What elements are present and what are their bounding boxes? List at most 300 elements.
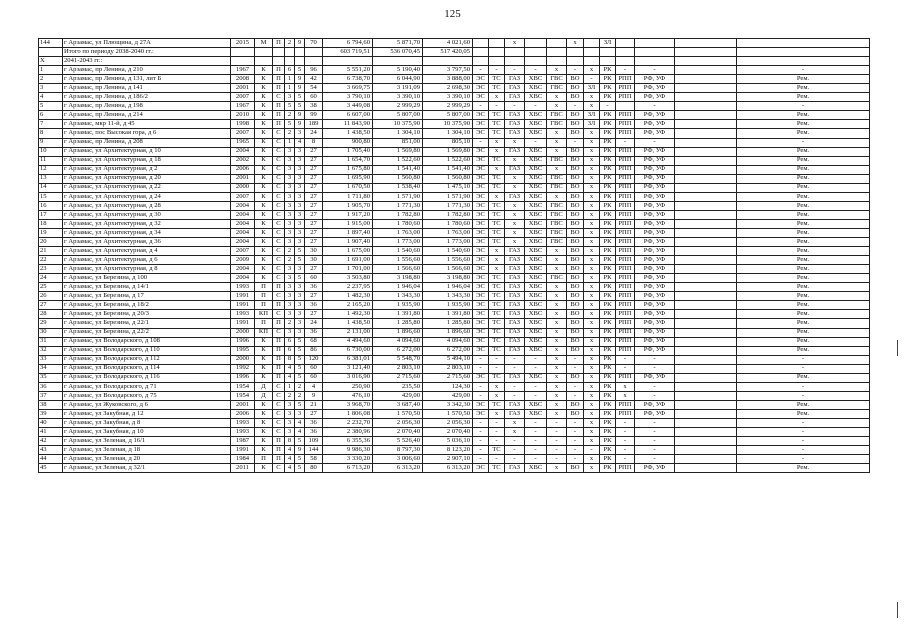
cell-entrances: 6 bbox=[285, 337, 295, 346]
cell-living-area: 2 999,29 bbox=[373, 102, 423, 111]
cell-series: С bbox=[273, 464, 285, 473]
cell-floors: 3 bbox=[295, 174, 305, 183]
cell-facade: РФ, УФ bbox=[635, 120, 675, 129]
cell-electric: ЭС bbox=[473, 265, 489, 274]
cell-empty bbox=[675, 455, 737, 464]
cell-gas: х bbox=[505, 238, 525, 247]
cell-wall-material: К bbox=[255, 228, 273, 237]
table-row bbox=[39, 120, 870, 129]
cell-address: г Арзамас, пр Ленина, д 214 bbox=[63, 111, 231, 120]
cell-floors: 3 bbox=[295, 409, 305, 418]
cell-electric: ЭС bbox=[473, 228, 489, 237]
cell-electric: - bbox=[473, 355, 489, 364]
cell-row-number: Х bbox=[39, 57, 63, 66]
cell-row-number: 30 bbox=[39, 328, 63, 337]
cell-build-year: 2001 bbox=[231, 400, 255, 409]
cell-facade: РФ, УФ bbox=[635, 464, 675, 473]
cell-wall-material: К bbox=[255, 256, 273, 265]
cell-garbage-chute: х bbox=[584, 328, 600, 337]
cell-apartments: 27 bbox=[305, 165, 323, 174]
cell-apartments: 27 bbox=[305, 265, 323, 274]
cell-total-area: 6 738,70 bbox=[323, 75, 373, 84]
table-row bbox=[39, 283, 870, 292]
cell-residential-area: 1 540,60 bbox=[423, 247, 473, 256]
cell-living-area: 5 526,40 bbox=[373, 437, 423, 446]
cell-roof: РК bbox=[600, 183, 616, 192]
cell-cold-water: ХВС bbox=[525, 93, 547, 102]
cell-basement bbox=[616, 102, 635, 111]
cell-apartments: 27 bbox=[305, 310, 323, 319]
cell-roof: РК bbox=[600, 373, 616, 382]
cell-build-year: 1984 bbox=[231, 455, 255, 464]
cell-address: г Арзамас, ул Архитектурная, д 18 bbox=[63, 156, 231, 165]
cell-living-area: 1 538,40 bbox=[373, 183, 423, 192]
cell-heat: ТС bbox=[489, 328, 505, 337]
cell-empty bbox=[675, 192, 737, 201]
cell-facade: РФ, УФ bbox=[635, 174, 675, 183]
cell-gas: х bbox=[505, 156, 525, 165]
cell-drainage: ВО bbox=[567, 201, 584, 210]
cell-apartments: 80 bbox=[305, 464, 323, 473]
cell-entrances: 3 bbox=[285, 210, 295, 219]
cell-living-area: 1 773,00 bbox=[373, 238, 423, 247]
cell-living-area: 1 391,80 bbox=[373, 310, 423, 319]
cell-series: П bbox=[273, 301, 285, 310]
cell-row-number: 18 bbox=[39, 219, 63, 228]
cell-living-area: 3 687,40 bbox=[373, 400, 423, 409]
cell-apartments: 27 bbox=[305, 409, 323, 418]
cell-garbage-chute: х bbox=[584, 428, 600, 437]
cell-drainage: ВО bbox=[567, 165, 584, 174]
cell-heat: ТС bbox=[489, 201, 505, 210]
cell-garbage-chute: х bbox=[584, 174, 600, 183]
cell-roof: РК bbox=[600, 165, 616, 174]
cell-heat bbox=[489, 57, 505, 66]
cell-living-area: 6 272,00 bbox=[373, 346, 423, 355]
cell-address: г Арзамас, ул Зеленая, д 16/1 bbox=[63, 437, 231, 446]
cell-entrances: 4 bbox=[285, 446, 295, 455]
cell-total-area: 1 675,00 bbox=[323, 247, 373, 256]
cell-address: г Арзамас, ул Архитектурная, д 22 bbox=[63, 183, 231, 192]
cell-roof: РК bbox=[600, 147, 616, 156]
cell-series: П bbox=[273, 75, 285, 84]
cell-empty bbox=[675, 129, 737, 138]
cell-address: г Арзамас, пр Ленина, д 186/2 bbox=[63, 93, 231, 102]
cell-floors bbox=[295, 48, 305, 57]
cell-empty bbox=[675, 283, 737, 292]
cell-garbage-chute: х bbox=[584, 346, 600, 355]
cell-roof: РК bbox=[600, 247, 616, 256]
cell-wall-material: К bbox=[255, 274, 273, 283]
cell-apartments: 54 bbox=[305, 84, 323, 93]
cell-electric: ЭС bbox=[473, 328, 489, 337]
cell-garbage-chute: х bbox=[584, 437, 600, 446]
cell-cold-water: ХВС bbox=[525, 265, 547, 274]
cell-gas: ГАЗ bbox=[505, 84, 525, 93]
cell-repair: Рем. bbox=[737, 464, 870, 473]
cell-wall-material: К bbox=[255, 446, 273, 455]
cell-electric: - bbox=[473, 418, 489, 427]
cell-residential-area: 805,10 bbox=[423, 138, 473, 147]
cell-series: П bbox=[273, 111, 285, 120]
cell-entrances: 2 bbox=[285, 129, 295, 138]
cell-roof: РК bbox=[600, 265, 616, 274]
cell-electric: ЭС bbox=[473, 373, 489, 382]
cell-floors: 3 bbox=[295, 238, 305, 247]
table-row bbox=[39, 455, 870, 464]
cell-floors: 3 bbox=[295, 201, 305, 210]
cell-repair: Рем. bbox=[737, 319, 870, 328]
cell-cold-water: - bbox=[525, 446, 547, 455]
cell-repair: Рем. bbox=[737, 373, 870, 382]
cell-electric: - bbox=[473, 391, 489, 400]
cell-empty bbox=[675, 102, 737, 111]
cell-gas: х bbox=[505, 201, 525, 210]
cell-floors: 3 bbox=[295, 129, 305, 138]
cell-empty bbox=[675, 274, 737, 283]
table-row bbox=[39, 292, 870, 301]
cell-wall-material: К bbox=[255, 337, 273, 346]
cell-garbage-chute: х bbox=[584, 355, 600, 364]
cell-residential-area: 5 494,10 bbox=[423, 355, 473, 364]
cell-living-area bbox=[373, 57, 423, 66]
cell-heat: - bbox=[489, 102, 505, 111]
cell-heat: ТС bbox=[489, 183, 505, 192]
cell-apartments: 109 bbox=[305, 437, 323, 446]
cell-floors: 5 bbox=[295, 337, 305, 346]
cell-gas: ГАЗ bbox=[505, 129, 525, 138]
cell-apartments: 27 bbox=[305, 228, 323, 237]
cell-basement: РПП bbox=[616, 156, 635, 165]
cell-empty bbox=[675, 409, 737, 418]
cell-build-year: 1967 bbox=[231, 102, 255, 111]
cell-cold-water: ХВС bbox=[525, 247, 547, 256]
cell-facade: - bbox=[635, 66, 675, 75]
cell-hot-water: - bbox=[547, 428, 567, 437]
cell-hot-water: ГВС bbox=[547, 174, 567, 183]
cell-hot-water: ГВС bbox=[547, 75, 567, 84]
cell-basement: - bbox=[616, 355, 635, 364]
cell-roof: РК bbox=[600, 238, 616, 247]
cell-wall-material: П bbox=[255, 319, 273, 328]
cell-gas: ГАЗ bbox=[505, 319, 525, 328]
cell-floors: 5 bbox=[295, 274, 305, 283]
cell-gas: х bbox=[505, 219, 525, 228]
cell-repair: Рем. bbox=[737, 265, 870, 274]
cell-address: г Арзамас, ул Володарского, д 112 bbox=[63, 355, 231, 364]
table-row bbox=[39, 247, 870, 256]
cell-garbage-chute: х bbox=[584, 201, 600, 210]
cell-garbage-chute: х bbox=[584, 464, 600, 473]
cell-cold-water: ХВС bbox=[525, 346, 547, 355]
cell-drainage: ВО bbox=[567, 283, 584, 292]
cell-entrances: 3 bbox=[285, 238, 295, 247]
cell-roof: РК bbox=[600, 464, 616, 473]
cell-repair: Рем. bbox=[737, 219, 870, 228]
cell-electric: - bbox=[473, 437, 489, 446]
cell-build-year: 2004 bbox=[231, 228, 255, 237]
cell-build-year: 1992 bbox=[231, 364, 255, 373]
cell-living-area: 851,00 bbox=[373, 138, 423, 147]
cell-basement: РПП bbox=[616, 310, 635, 319]
cell-cold-water: - bbox=[525, 66, 547, 75]
cell-series: С bbox=[273, 247, 285, 256]
cell-row-number: 5 bbox=[39, 102, 63, 111]
cell-build-year: 1993 bbox=[231, 418, 255, 427]
cell-address: г Арзамас, пос Высокая гора, д 6 bbox=[63, 129, 231, 138]
cell-total-area: 1 695,90 bbox=[323, 174, 373, 183]
cell-drainage: ВО bbox=[567, 210, 584, 219]
cell-repair: Рем. bbox=[737, 283, 870, 292]
cell-series: П bbox=[273, 337, 285, 346]
cell-garbage-chute: х bbox=[584, 156, 600, 165]
cell-cold-water: - bbox=[525, 437, 547, 446]
cell-living-area: 1 566,60 bbox=[373, 265, 423, 274]
cell-row-number: 22 bbox=[39, 256, 63, 265]
cell-basement: РПП bbox=[616, 409, 635, 418]
cell-entrances: 5 bbox=[285, 120, 295, 129]
cell-facade: РФ, УФ bbox=[635, 283, 675, 292]
cell-series: С bbox=[273, 382, 285, 391]
cell-roof: РК bbox=[600, 75, 616, 84]
cell-basement: РПП bbox=[616, 75, 635, 84]
cell-hot-water: х bbox=[547, 400, 567, 409]
cell-living-area: 1 782,80 bbox=[373, 210, 423, 219]
cell-total-area: 1 670,50 bbox=[323, 183, 373, 192]
cell-wall-material: К bbox=[255, 75, 273, 84]
cell-entrances: 3 bbox=[285, 219, 295, 228]
cell-cold-water: ХВС bbox=[525, 283, 547, 292]
cell-repair: - bbox=[737, 102, 870, 111]
cell-build-year: 2007 bbox=[231, 192, 255, 201]
cell-living-area: 1 946,04 bbox=[373, 283, 423, 292]
table-row bbox=[39, 210, 870, 219]
cell-residential-area: 3 888,00 bbox=[423, 75, 473, 84]
cell-gas: - bbox=[505, 382, 525, 391]
cell-repair: - bbox=[737, 138, 870, 147]
cell-row-number: 27 bbox=[39, 301, 63, 310]
cell-apartments: 60 bbox=[305, 93, 323, 102]
cell-living-area: 235,50 bbox=[373, 382, 423, 391]
cell-total-area: 1 701,00 bbox=[323, 265, 373, 274]
cell-wall-material: П bbox=[255, 455, 273, 464]
cell-wall-material: К bbox=[255, 409, 273, 418]
cell-garbage-chute: х bbox=[584, 319, 600, 328]
cell-garbage-chute: х bbox=[584, 247, 600, 256]
cell-basement: РПП bbox=[616, 192, 635, 201]
cell-apartments: 36 bbox=[305, 301, 323, 310]
cell-apartments: 27 bbox=[305, 192, 323, 201]
cell-facade: РФ, УФ bbox=[635, 409, 675, 418]
table-row bbox=[39, 310, 870, 319]
cell-hot-water: - bbox=[547, 455, 567, 464]
cell-cold-water: ХВС bbox=[525, 328, 547, 337]
cell-empty bbox=[675, 292, 737, 301]
cell-floors: 3 bbox=[295, 219, 305, 228]
cell-residential-area: 1 771,30 bbox=[423, 201, 473, 210]
cell-total-area bbox=[323, 57, 373, 66]
cell-hot-water: х bbox=[547, 310, 567, 319]
cell-garbage-chute bbox=[584, 39, 600, 48]
cell-electric: ЭС bbox=[473, 238, 489, 247]
cell-facade: РФ, УФ bbox=[635, 192, 675, 201]
cell-hot-water: х bbox=[547, 265, 567, 274]
cell-basement: РПП bbox=[616, 346, 635, 355]
cell-repair: Рем. bbox=[737, 93, 870, 102]
cell-hot-water: ГВС bbox=[547, 274, 567, 283]
cell-residential-area: 6 313,20 bbox=[423, 464, 473, 473]
cell-drainage: х bbox=[567, 39, 584, 48]
cell-address: г Арзамас, ул Архитектурная, д 34 bbox=[63, 228, 231, 237]
cell-basement: РПП bbox=[616, 201, 635, 210]
cell-garbage-chute: х bbox=[584, 373, 600, 382]
cell-cold-water: - bbox=[525, 382, 547, 391]
cell-build-year bbox=[231, 48, 255, 57]
cell-basement: - bbox=[616, 437, 635, 446]
cell-series: П bbox=[273, 66, 285, 75]
cell-roof: РК bbox=[600, 138, 616, 147]
cell-roof: РК bbox=[600, 210, 616, 219]
cell-residential-area: 1 782,80 bbox=[423, 210, 473, 219]
cell-row-number: 20 bbox=[39, 238, 63, 247]
cell-gas: - bbox=[505, 102, 525, 111]
cell-entrances: 3 bbox=[285, 328, 295, 337]
cell-build-year: 2000 bbox=[231, 355, 255, 364]
cell-facade: РФ, УФ bbox=[635, 219, 675, 228]
cell-facade: - bbox=[635, 446, 675, 455]
cell-roof: РК bbox=[600, 129, 616, 138]
cell-residential-area: 2 803,10 bbox=[423, 364, 473, 373]
cell-residential-area: 1 541,40 bbox=[423, 165, 473, 174]
cell-floors: 4 bbox=[295, 428, 305, 437]
cell-apartments: 27 bbox=[305, 210, 323, 219]
cell-row-number: 12 bbox=[39, 165, 63, 174]
cell-address: г Арзамас, ул Березина, д 14/1 bbox=[63, 283, 231, 292]
cell-roof: РК bbox=[600, 84, 616, 93]
cell-facade: РФ, УФ bbox=[635, 256, 675, 265]
cell-hot-water: х bbox=[547, 464, 567, 473]
cell-roof: РК bbox=[600, 428, 616, 437]
cell-total-area: 3 669,75 bbox=[323, 84, 373, 93]
cell-address: г Арзамас, пр Ленина, д 198 bbox=[63, 102, 231, 111]
table-row bbox=[39, 183, 870, 192]
cell-row-number: 41 bbox=[39, 428, 63, 437]
cell-facade: - bbox=[635, 382, 675, 391]
table-row bbox=[39, 165, 870, 174]
cell-build-year: 1991 bbox=[231, 446, 255, 455]
cell-electric: ЭС bbox=[473, 174, 489, 183]
cell-gas: ГАЗ bbox=[505, 93, 525, 102]
cell-drainage: ВО bbox=[567, 319, 584, 328]
cell-total-area: 603 719,51 bbox=[323, 48, 373, 57]
cell-garbage-chute: х bbox=[584, 400, 600, 409]
cell-apartments: 42 bbox=[305, 75, 323, 84]
cell-build-year: 2006 bbox=[231, 409, 255, 418]
cell-roof: РК bbox=[600, 156, 616, 165]
cell-roof: РК bbox=[600, 346, 616, 355]
cell-repair: - bbox=[737, 428, 870, 437]
cell-row-number: 21 bbox=[39, 247, 63, 256]
cell-drainage: ВО bbox=[567, 84, 584, 93]
cell-empty bbox=[675, 228, 737, 237]
cell-entrances: 3 bbox=[285, 292, 295, 301]
cell-roof: РК bbox=[600, 310, 616, 319]
cell-hot-water: х bbox=[547, 192, 567, 201]
cell-empty bbox=[675, 382, 737, 391]
cell-roof: РК bbox=[600, 292, 616, 301]
cell-roof bbox=[600, 48, 616, 57]
cell-garbage-chute: ЗЛ bbox=[584, 120, 600, 129]
cell-gas: ГАЗ bbox=[505, 75, 525, 84]
cell-address: г Арзамас, ул Березина, д 22/2 bbox=[63, 328, 231, 337]
cell-entrances: 3 bbox=[285, 418, 295, 427]
cell-address: г Арзамас, ул Володарского, д 114 bbox=[63, 364, 231, 373]
cell-residential-area: 1 391,80 bbox=[423, 310, 473, 319]
cell-total-area: 6 713,20 bbox=[323, 464, 373, 473]
cell-wall-material: К bbox=[255, 355, 273, 364]
cell-electric bbox=[473, 57, 489, 66]
cell-build-year: 1954 bbox=[231, 391, 255, 400]
cell-residential-area: 429,00 bbox=[423, 391, 473, 400]
cell-roof: РК bbox=[600, 364, 616, 373]
cell-living-area: 5 548,70 bbox=[373, 355, 423, 364]
cell-gas: ГАЗ bbox=[505, 464, 525, 473]
cell-repair: Рем. bbox=[737, 238, 870, 247]
cell-wall-material: К bbox=[255, 156, 273, 165]
cell-cold-water: - bbox=[525, 428, 547, 437]
cell-cold-water: ХВС bbox=[525, 201, 547, 210]
cell-gas: ГАЗ bbox=[505, 310, 525, 319]
table-row bbox=[39, 400, 870, 409]
cell-roof: РК bbox=[600, 437, 616, 446]
cell-row-number: 43 bbox=[39, 446, 63, 455]
cell-hot-water: ГВС bbox=[547, 84, 567, 93]
cell-heat: х bbox=[489, 192, 505, 201]
cell-series: С bbox=[273, 129, 285, 138]
cell-heat: ТС bbox=[489, 129, 505, 138]
cell-hot-water: х bbox=[547, 129, 567, 138]
cell-electric: ЭС bbox=[473, 165, 489, 174]
cell-gas: х bbox=[505, 210, 525, 219]
cell-residential-area: 1 522,60 bbox=[423, 156, 473, 165]
cell-entrances: 3 bbox=[285, 428, 295, 437]
cell-garbage-chute: ЗЛ bbox=[584, 111, 600, 120]
cell-floors: 5 bbox=[295, 364, 305, 373]
cell-heat: ТС bbox=[489, 84, 505, 93]
cell-hot-water: ГВС bbox=[547, 228, 567, 237]
cell-gas bbox=[505, 48, 525, 57]
cell-wall-material: К bbox=[255, 84, 273, 93]
cell-gas: ГАЗ bbox=[505, 120, 525, 129]
cell-electric: ЭС bbox=[473, 210, 489, 219]
cell-gas: ГАЗ bbox=[505, 265, 525, 274]
cell-row-number: 9 bbox=[39, 138, 63, 147]
cell-empty bbox=[675, 210, 737, 219]
cell-basement: РПП bbox=[616, 328, 635, 337]
cell-gas: х bbox=[505, 183, 525, 192]
cell-repair: Рем. bbox=[737, 310, 870, 319]
cell-electric: ЭС bbox=[473, 147, 489, 156]
cell-series: С bbox=[273, 400, 285, 409]
cell-build-year: 2000 bbox=[231, 183, 255, 192]
cell-gas: ГАЗ bbox=[505, 400, 525, 409]
cell-build-year: 1996 bbox=[231, 337, 255, 346]
cell-floors: 5 bbox=[295, 437, 305, 446]
cell-basement: РПП bbox=[616, 301, 635, 310]
cell-entrances: 6 bbox=[285, 346, 295, 355]
cell-facade: РФ, УФ bbox=[635, 210, 675, 219]
cell-wall-material: К bbox=[255, 174, 273, 183]
